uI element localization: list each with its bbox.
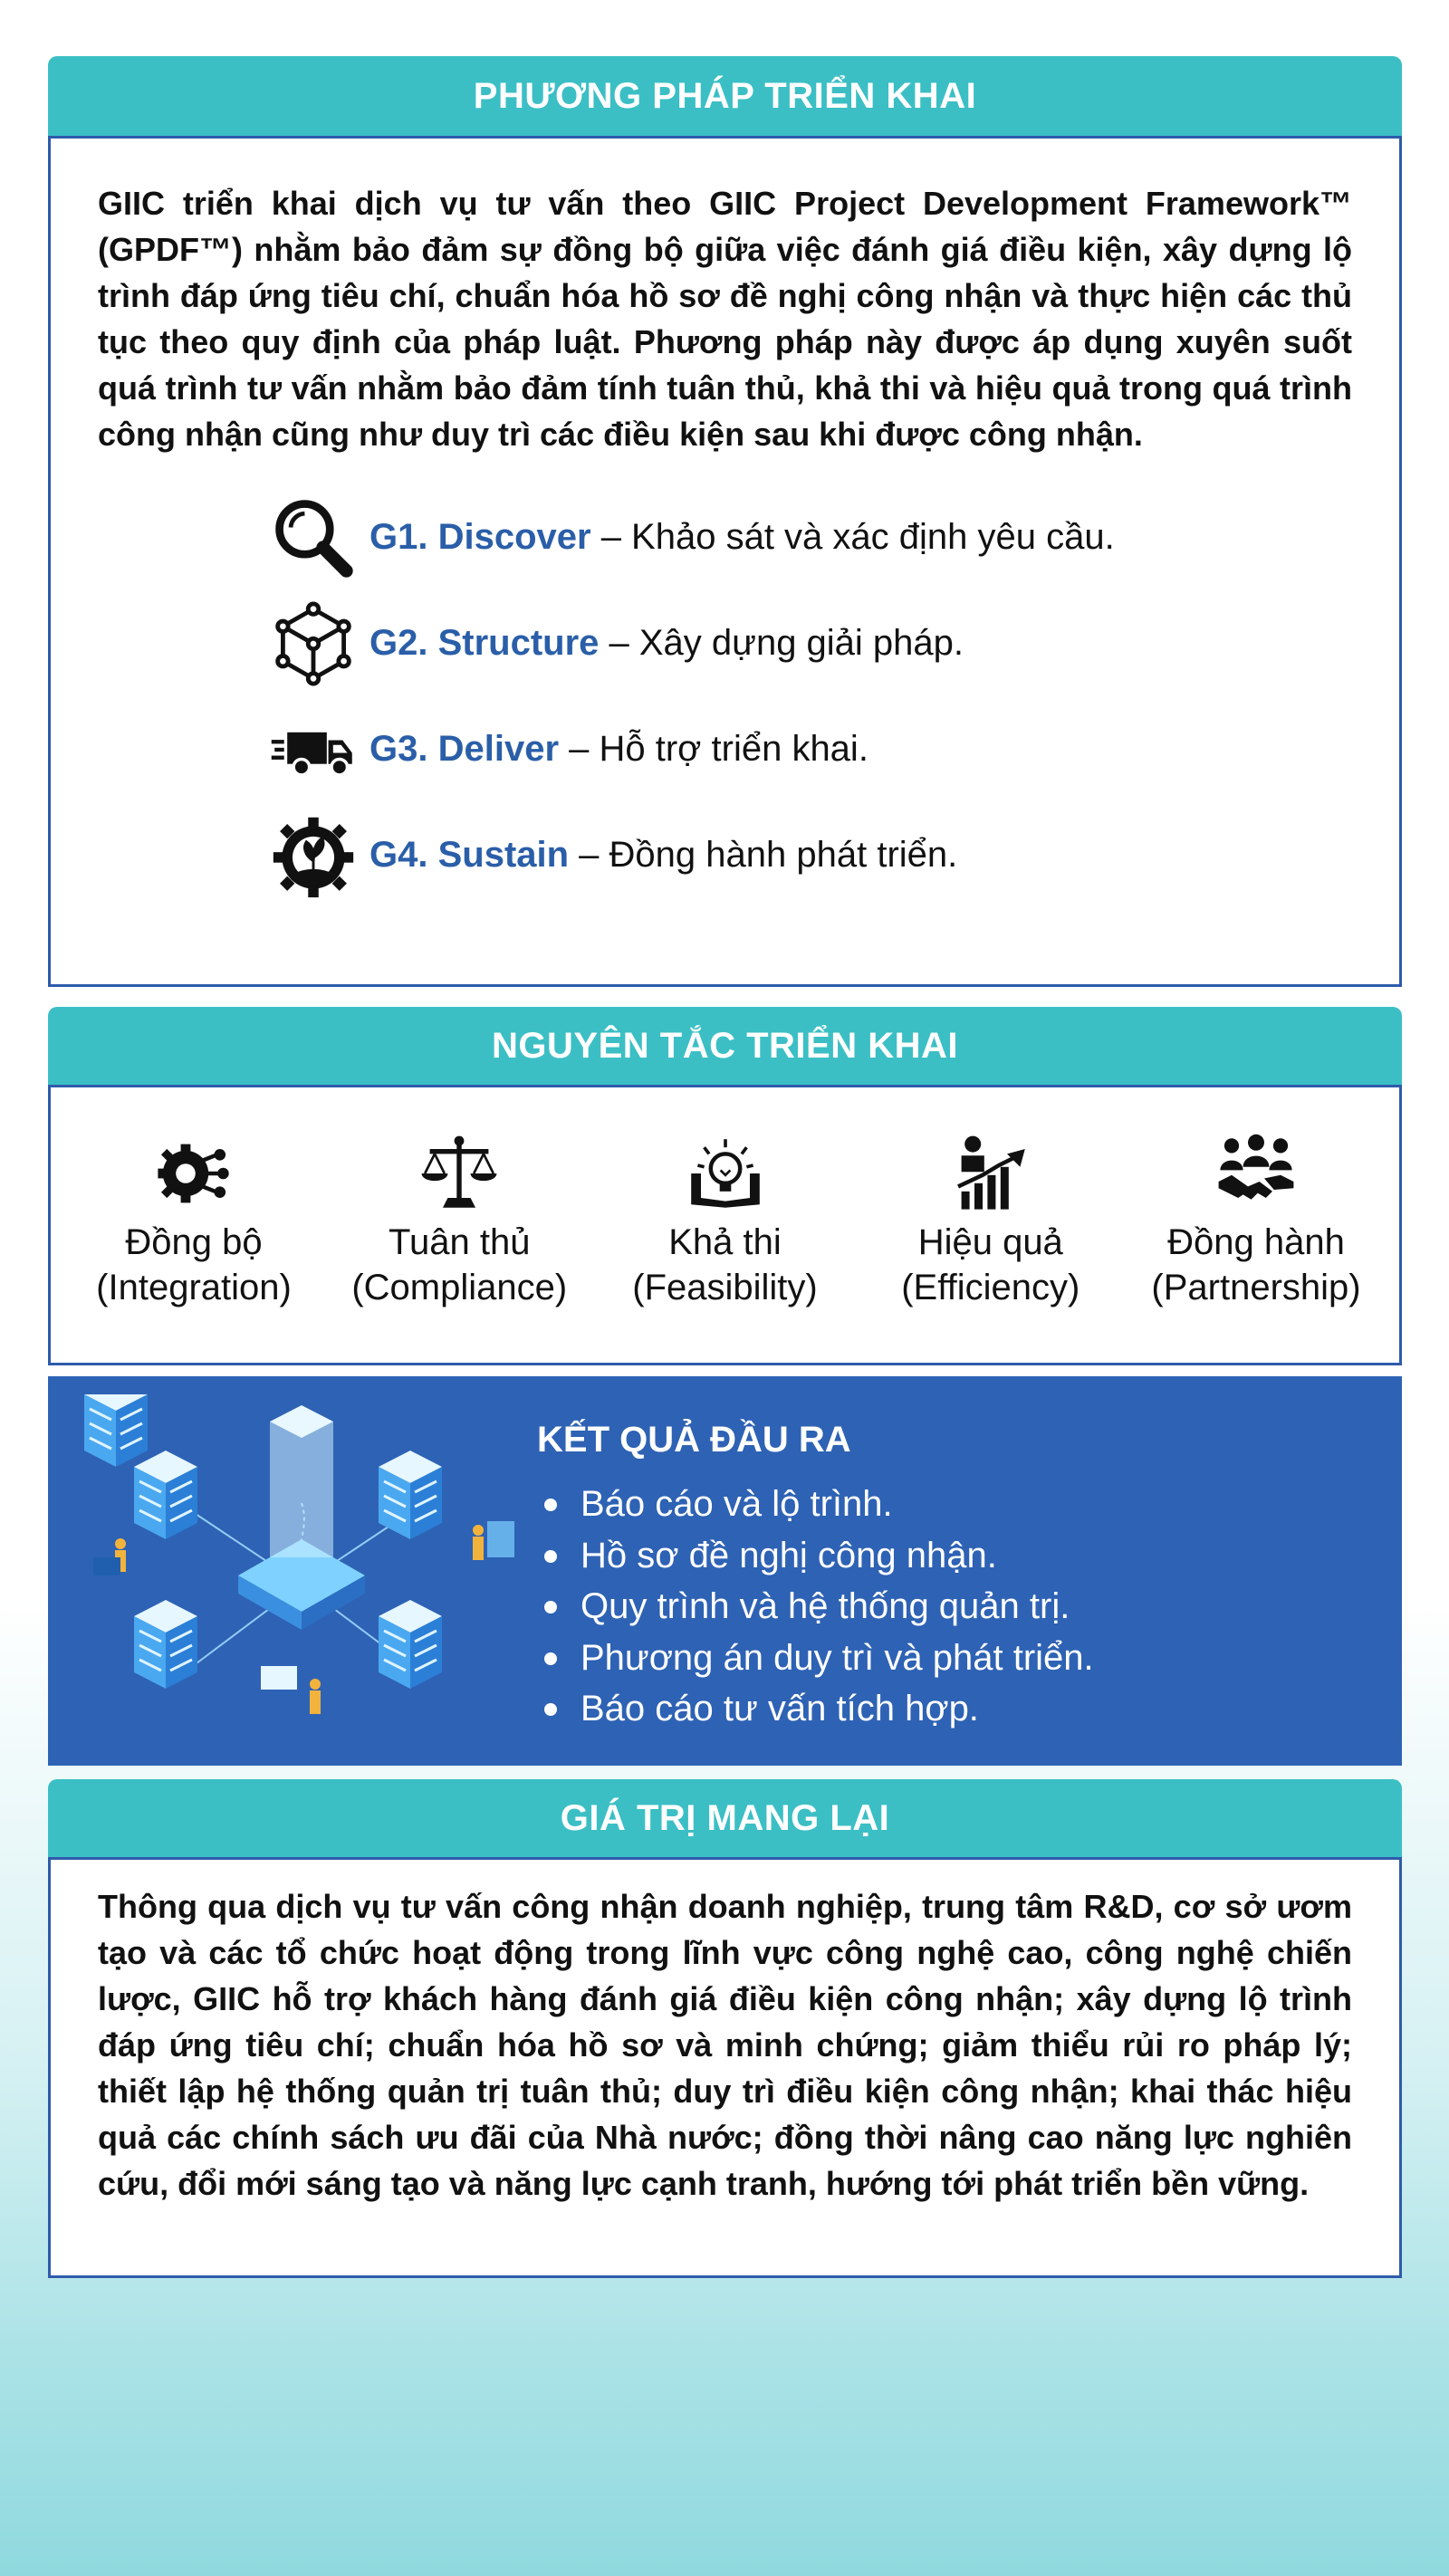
principle-compliance-en: (Compliance) [351,1268,568,1307]
principle-integration [67,1133,321,1363]
principle-compliance [332,1133,586,1363]
list-item: Báo cáo tư vấn tích hợp. [537,1683,1094,1735]
method-steps [98,484,1352,908]
principle-compliance-name: Tuân thủ [389,1222,531,1262]
principle-feasibility-en: (Feasibility) [632,1268,818,1307]
step-g2-code: G2. Structure [369,623,600,663]
principle-integration-en: (Integration) [96,1268,292,1307]
gear-circuit-icon [153,1133,235,1214]
handshake-icon [1215,1133,1297,1214]
list-item: Quy trình và hệ thống quản trị. [537,1581,1094,1633]
principle-feasibility-name: Khả thi [668,1222,782,1262]
step-g3 [270,696,1352,802]
outputs-list [537,1479,1094,1735]
server-network-illustration [84,1394,519,1748]
value-title: GIÁ TRỊ MANG LẠI [48,1779,1402,1857]
step-g4-code: G4. Sustain [369,835,570,875]
outputs-section [48,1376,1402,1766]
step-g1-desc: – Khảo sát và xác định yêu cầu. [590,517,1115,557]
principle-partnership-en: (Partnership) [1151,1268,1361,1307]
list-item: Hồ sơ đề nghị công nhận. [537,1530,1094,1582]
outputs-content [537,1420,1094,1735]
step-g2 [270,590,1352,696]
principles-section [48,1007,1402,1365]
principles-body [48,1085,1402,1365]
principles-title: NGUYÊN TẮC TRIỂN KHAI [48,1007,1402,1085]
method-title: PHƯƠNG PHÁP TRIỂN KHAI [48,56,1402,136]
value-paragraph: Thông qua dịch vụ tư vấn công nhận doanh nghiệp, trung tâm R&D, cơ sở ươm tạo và các tổ chức hoạt động trong lĩnh vực công nghệ cao, công nghệ chiến lược, GIIC hỗ trợ khách hàng đánh giá điều kiện công nhận; xây dựng lộ trình đáp ứng tiêu chí; chuẩn hóa hồ sơ và minh chứng; giảm thiểu rủi ro pháp lý; thiết lập hệ thống quản trị tuân thủ; duy trì điều kiện công nhận; khai thác hiệu quả các chính sách ưu đãi của Nhà nước; đồng thời nâng cao năng lực nghiên cứu, đổi mới sáng tạo và năng lực cạnh tranh, hướng tới phát triển bền vững. [98,1888,1352,2202]
method-body [48,136,1402,987]
principle-efficiency-en: (Efficiency) [901,1268,1080,1307]
method-paragraph: GIIC triển khai dịch vụ tư vấn theo GIIC Project Development Framework™ (GPDF™) nhằm bảo đảm sự đồng bộ giữa việc đánh giá điều kiện, xây dựng lộ trình đáp ứng tiêu chí, chuẩn hóa hồ sơ đề nghị công nhận và thực hiện các thủ tục theo quy định của pháp luật. Phương pháp này được áp dụng xuyên suốt quá trình tư vấn nhằm bảo đảm tính tuân thủ, khả thi và hiệu quả trong quá trình công nhận cũng như duy trì các điều kiện sau khi được công nhận. [98,185,1352,453]
step-g2-desc: – Xây dựng giải pháp. [599,623,964,663]
value-body [48,1857,1402,2278]
step-g1 [270,484,1352,590]
principle-efficiency [864,1133,1118,1363]
step-g3-desc: – Hỗ trợ triển khai. [559,729,868,769]
list-item: Phương án duy trì và phát triển. [537,1633,1094,1684]
value-section [48,1779,1402,2278]
principle-efficiency-name: Hiệu quả [917,1222,1063,1262]
truck-icon [270,704,369,795]
outputs-title: KẾT QUẢ ĐẦU RA [537,1420,851,1460]
step-g4 [270,802,1352,908]
method-section [48,56,1402,987]
step-g3-code: G3. Deliver [369,729,560,769]
scales-icon [418,1133,500,1214]
globe-gear-icon [270,810,369,901]
book-bulb-icon [685,1133,766,1214]
step-g4-desc: – Đồng hành phát triển. [569,835,958,875]
list-item: Báo cáo và lộ trình. [537,1479,1094,1530]
principle-partnership-name: Đồng hành [1167,1222,1345,1262]
cube-icon [270,599,369,689]
magnifier-icon [270,493,369,583]
principle-partnership [1129,1133,1383,1363]
step-g1-code: G1. Discover [369,517,591,557]
principle-feasibility [599,1133,852,1363]
growth-chart-icon [950,1133,1032,1214]
principle-integration-name: Đồng bộ [125,1222,263,1262]
